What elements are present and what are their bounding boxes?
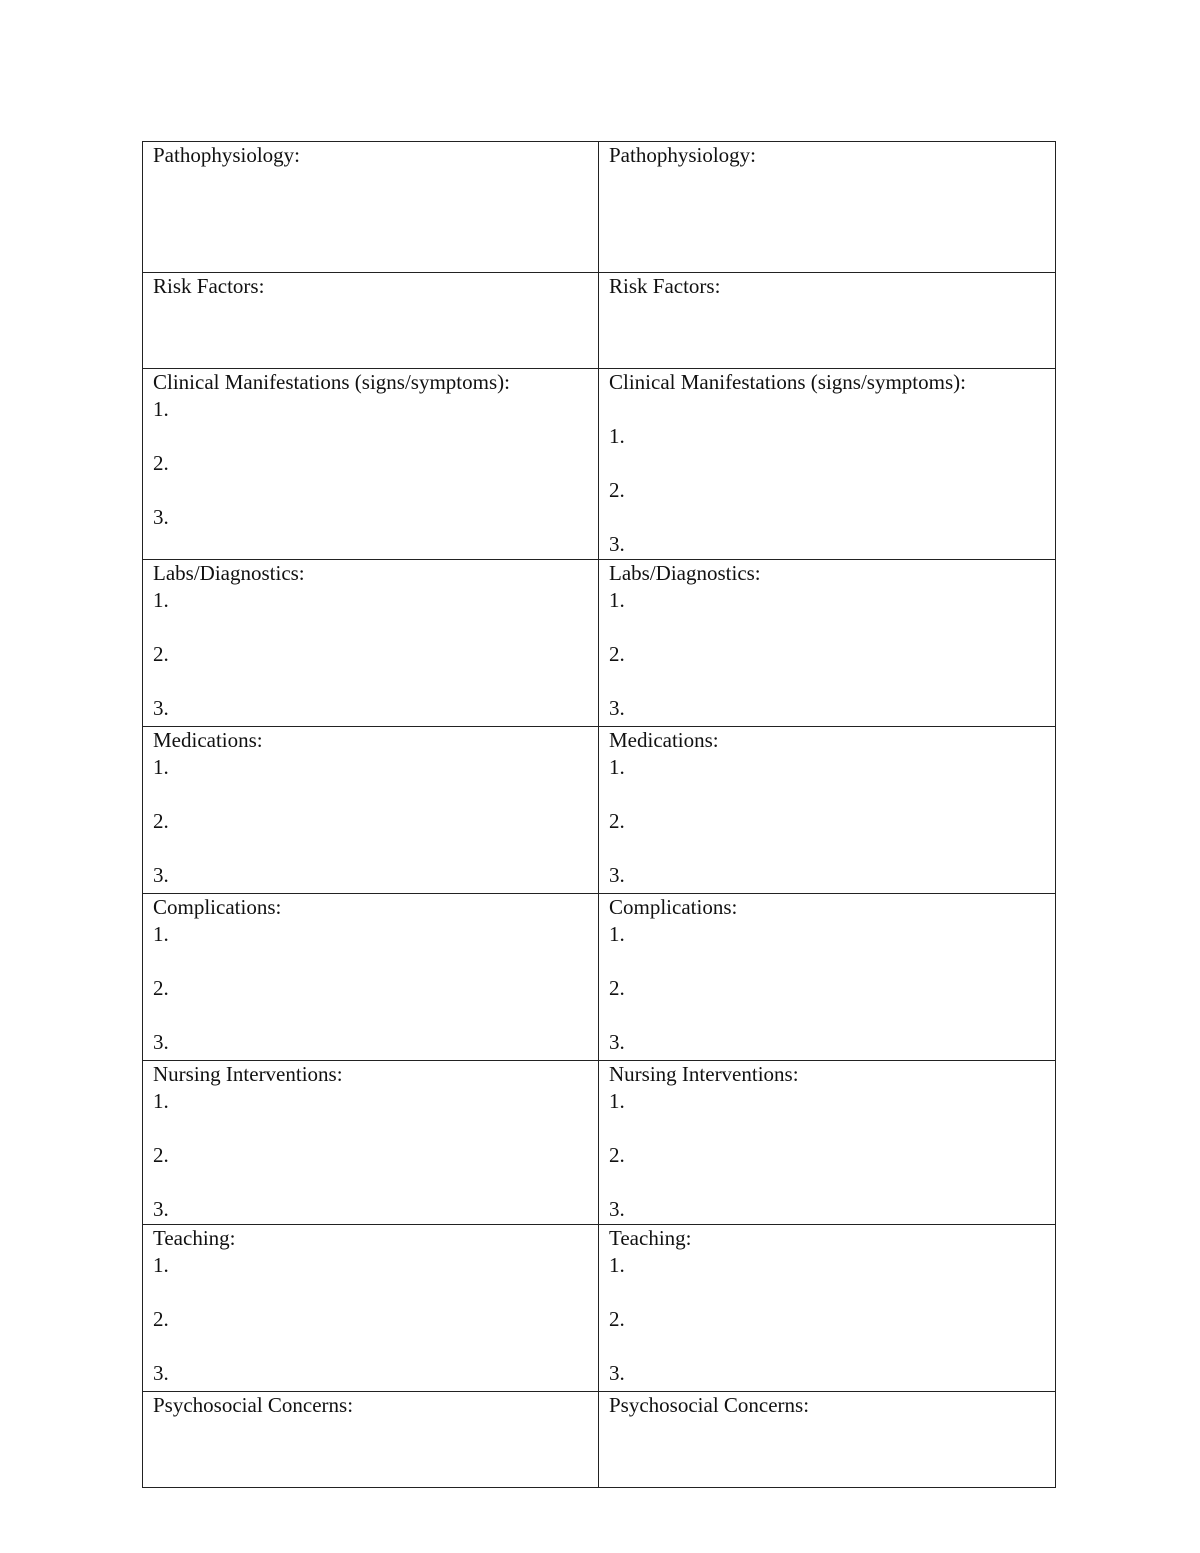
list-item: 2. <box>153 809 169 833</box>
left-clinical-manifestations-cell <box>143 369 599 560</box>
list-item: 3. <box>153 1030 169 1054</box>
numbered-list <box>153 1252 588 1387</box>
section-heading: Complications: <box>153 895 282 919</box>
psychosocial-concerns-row <box>143 1392 1056 1488</box>
section-heading: Complications: <box>609 895 738 919</box>
list-item: 3. <box>609 1361 625 1385</box>
numbered-list <box>609 1088 1045 1223</box>
section-heading: Risk Factors: <box>609 274 721 298</box>
right-medications-cell <box>599 727 1056 894</box>
list-item: 3. <box>153 1361 169 1385</box>
list-item: 1. <box>609 424 625 448</box>
left-labs-diagnostics-cell <box>143 560 599 727</box>
list-item: 3. <box>153 505 169 529</box>
right-complications-cell <box>599 894 1056 1061</box>
section-heading: Psychosocial Concerns: <box>609 1393 810 1417</box>
right-pathophysiology-cell <box>599 142 1056 273</box>
labs-diagnostics-row <box>143 560 1056 727</box>
section-heading: Labs/Diagnostics: <box>153 561 305 585</box>
section-heading: Teaching: <box>609 1226 692 1250</box>
list-item: 3. <box>153 863 169 887</box>
numbered-list <box>153 587 588 722</box>
list-item: 1. <box>153 1089 169 1113</box>
numbered-list <box>609 423 1045 558</box>
right-psychosocial-concerns-cell <box>599 1392 1056 1488</box>
list-item: 1. <box>153 922 169 946</box>
section-heading: Clinical Manifestations (signs/symptoms): <box>153 370 510 394</box>
complications-row <box>143 894 1056 1061</box>
medications-row <box>143 727 1056 894</box>
right-risk-factors-cell <box>599 273 1056 369</box>
risk-factors-row <box>143 273 1056 369</box>
numbered-list <box>153 754 588 889</box>
list-item: 3. <box>153 696 169 720</box>
section-heading: Medications: <box>609 728 719 752</box>
right-teaching-cell <box>599 1225 1056 1392</box>
section-heading: Nursing Interventions: <box>153 1062 343 1086</box>
teaching-row <box>143 1225 1056 1392</box>
clinical-manifestations-row <box>143 369 1056 560</box>
numbered-list <box>609 587 1045 722</box>
list-item: 3. <box>609 863 625 887</box>
list-item: 3. <box>609 532 625 556</box>
list-item: 2. <box>609 809 625 833</box>
numbered-list <box>609 921 1045 1056</box>
list-item: 3. <box>609 696 625 720</box>
right-nursing-interventions-cell <box>599 1061 1056 1225</box>
list-item: 1. <box>153 755 169 779</box>
numbered-list <box>609 1252 1045 1387</box>
numbered-list <box>153 921 588 1056</box>
list-item: 1. <box>153 1253 169 1277</box>
list-item: 2. <box>609 478 625 502</box>
numbered-list <box>153 396 588 531</box>
list-item: 2. <box>153 1307 169 1331</box>
left-teaching-cell <box>143 1225 599 1392</box>
list-item: 1. <box>609 588 625 612</box>
section-heading: Psychosocial Concerns: <box>153 1393 354 1417</box>
section-heading: Nursing Interventions: <box>609 1062 799 1086</box>
list-item: 2. <box>153 976 169 1000</box>
section-heading: Medications: <box>153 728 263 752</box>
nursing-interventions-row <box>143 1061 1056 1225</box>
list-item: 1. <box>609 755 625 779</box>
list-item: 2. <box>609 642 625 666</box>
right-clinical-manifestations-cell <box>599 369 1056 560</box>
section-heading: Labs/Diagnostics: <box>609 561 761 585</box>
list-item: 3. <box>153 1197 169 1221</box>
left-risk-factors-cell <box>143 273 599 369</box>
numbered-list <box>153 1088 588 1223</box>
list-item: 2. <box>609 1307 625 1331</box>
left-psychosocial-concerns-cell <box>143 1392 599 1488</box>
list-item: 2. <box>153 642 169 666</box>
list-item: 2. <box>153 451 169 475</box>
list-item: 2. <box>609 1143 625 1167</box>
right-labs-diagnostics-cell <box>599 560 1056 727</box>
list-item: 1. <box>153 397 169 421</box>
list-item: 2. <box>609 976 625 1000</box>
left-pathophysiology-cell <box>143 142 599 273</box>
section-heading: Clinical Manifestations (signs/symptoms): <box>609 370 966 394</box>
section-heading: Teaching: <box>153 1226 236 1250</box>
list-item: 3. <box>609 1030 625 1054</box>
numbered-list <box>609 754 1045 889</box>
list-item: 1. <box>609 922 625 946</box>
section-heading: Risk Factors: <box>153 274 265 298</box>
left-complications-cell <box>143 894 599 1061</box>
left-nursing-interventions-cell <box>143 1061 599 1225</box>
list-item: 1. <box>153 588 169 612</box>
worksheet-table <box>142 141 1056 1488</box>
pathophysiology-row <box>143 142 1056 273</box>
list-item: 1. <box>609 1089 625 1113</box>
list-item: 3. <box>609 1197 625 1221</box>
left-medications-cell <box>143 727 599 894</box>
list-item: 2. <box>153 1143 169 1167</box>
section-heading: Pathophysiology: <box>153 143 301 167</box>
list-item: 1. <box>609 1253 625 1277</box>
section-heading: Pathophysiology: <box>609 143 757 167</box>
